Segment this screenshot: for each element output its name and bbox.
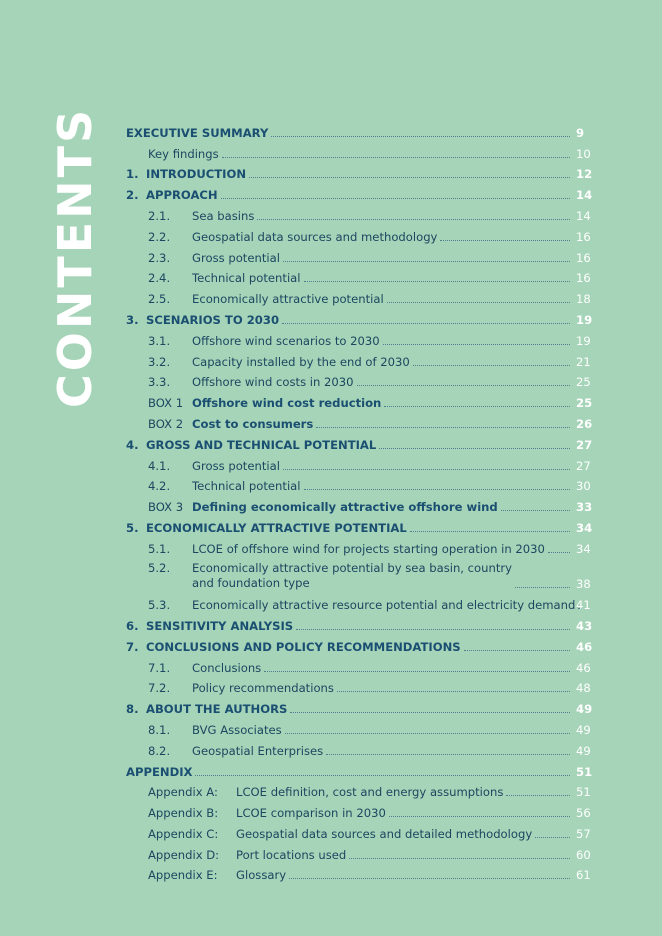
toc-title: Cost to consumers [192,416,314,431]
toc-page-number: 33 [576,500,593,515]
leader-dots [283,469,570,470]
leader-dots [257,219,570,220]
toc-number: 8. [126,702,139,717]
toc-title: Economically attractive potential [192,292,384,307]
toc-title: Gross potential [192,458,280,473]
toc-entry-2-1[interactable] [126,202,598,223]
toc-page-number: 49 [576,743,591,758]
leader-dots [379,448,570,449]
toc-entry-conclusions[interactable] [126,633,598,654]
toc-page-number: 61 [576,868,591,883]
toc-title-line-1: Economically attractive potential by sea basin, country [192,561,513,576]
toc-page-number: 21 [576,354,591,369]
toc-title: SENSITIVITY ANALYSIS [146,618,294,633]
toc-page-number: 56 [576,806,591,821]
toc-page-number: 30 [576,479,591,494]
leader-dots [326,754,570,755]
toc-entry-scenarios[interactable] [126,306,598,327]
toc-title: GROSS AND TECHNICAL POTENTIAL [146,437,377,452]
toc-page-number: 27 [576,458,591,473]
toc-entry-3-1[interactable] [126,327,598,348]
toc-title: Geospatial data sources and methodology [192,229,438,244]
toc-number: 4. [126,437,139,452]
toc-entry-executive-summary[interactable] [126,119,598,140]
toc-number: Appendix C: [148,826,219,841]
toc-entry-gross-technical[interactable] [126,431,598,452]
leader-dots [506,795,570,796]
leader-dots [548,552,570,553]
toc-entry-appendix-e[interactable] [126,862,598,883]
toc-title: Geospatial Enterprises [192,743,324,758]
leader-dots [464,650,570,651]
leader-dots [357,385,570,386]
toc-title: Sea basins [192,208,255,223]
toc-entry-economically-attractive[interactable] [126,514,598,535]
toc-page-number: 34 [576,541,591,556]
toc-entry-2-3[interactable] [126,244,598,265]
toc-entry-box-1[interactable] [126,389,598,410]
toc-page-number: 51 [576,764,593,779]
toc-number: 5.2. [148,560,171,575]
toc-entry-introduction[interactable] [126,161,598,182]
leader-dots [316,427,570,428]
toc-title: INTRODUCTION [146,167,247,182]
toc-number: 8.1. [148,722,171,737]
toc-number: 2. [126,188,139,203]
leader-dots [222,157,570,158]
toc-page-number: 14 [576,208,591,223]
toc-entry-key-findings[interactable] [126,140,598,161]
toc-page-number: 38 [576,577,591,592]
toc-page-number: 49 [576,722,591,737]
toc-entry-appendix-d[interactable] [126,841,598,862]
toc-title: Offshore wind scenarios to 2030 [192,333,380,348]
toc-page-number: 46 [576,660,591,675]
toc-title: ECONOMICALLY ATTRACTIVE POTENTIAL [146,520,407,535]
leader-dots [349,858,570,859]
toc-number: 2.4. [148,271,171,286]
toc-page-number: 51 [576,785,591,800]
leader-dots [410,531,570,532]
toc-number: Appendix E: [148,868,218,883]
toc-title: ABOUT THE AUTHORS [146,702,288,717]
toc-title: EXECUTIVE SUMMARY [126,125,269,140]
leader-dots [249,177,570,178]
toc-title: LCOE definition, cost and energy assumptions [236,785,504,800]
leader-dots [535,837,570,838]
toc-page-number: 46 [576,639,593,654]
toc-number: 3.2. [148,354,171,369]
toc-entry-appendix-a[interactable] [126,779,598,800]
toc-number: BOX 3 [148,500,184,515]
toc-entry-4-2[interactable] [126,473,598,494]
leader-dots [271,136,570,137]
toc-entry-2-5[interactable] [126,285,598,306]
toc-number: 3. [126,312,139,327]
leader-dots [337,691,570,692]
toc-page-number: 19 [576,312,593,327]
toc-number: 3.3. [148,375,171,390]
toc-entry-appendix[interactable] [126,758,598,779]
toc-title: BVG Associates [192,722,282,737]
toc-number: 1. [126,167,139,182]
toc-title: SCENARIOS TO 2030 [146,312,280,327]
leader-dots [285,733,570,734]
toc-number: 8.2. [148,743,171,758]
toc-number: 7. [126,639,139,654]
toc-title: APPENDIX [126,764,193,779]
toc-page-number: 25 [576,375,591,390]
toc-page-number: 34 [576,520,593,535]
leader-dots [383,344,570,345]
toc-entry-2-2[interactable] [126,223,598,244]
leader-dots [304,281,571,282]
toc-number: 2.3. [148,250,171,265]
leader-dots [283,261,570,262]
toc-page-number: 57 [576,826,591,841]
toc-number: 7.1. [148,660,171,675]
toc-entry-7-2[interactable] [126,675,598,696]
leader-dots [501,510,570,511]
toc-title-line-2: and foundation type [192,576,310,591]
toc-number: 7.2. [148,681,171,696]
toc-entry-3-2[interactable] [126,348,598,369]
toc-title: Geospatial data sources and detailed methodology [236,826,533,841]
toc-number: 3.1. [148,333,171,348]
toc-entry-5-2[interactable] [126,556,598,592]
toc-title: Technical potential [192,479,301,494]
toc-entry-8-1[interactable] [126,716,598,737]
toc-title: LCOE of offshore wind for projects starting operation in 2030 [192,541,545,556]
toc-page-number: 12 [576,167,593,182]
toc-page-number: 16 [576,250,591,265]
toc-title: Conclusions [192,660,262,675]
leader-dots [264,671,570,672]
toc-entry-3-3[interactable] [126,369,598,390]
toc-entry-5-3[interactable] [126,591,598,612]
toc-entry-approach[interactable] [126,181,598,202]
toc-page-number: 19 [576,333,591,348]
toc-page-number: 49 [576,702,593,717]
toc-entry-7-1[interactable] [126,654,598,675]
toc-page-number: 27 [576,437,593,452]
toc-page-number: 41 [576,598,591,613]
toc-number: 4.1. [148,458,171,473]
toc-title: Defining economically attractive offshore wind [192,500,498,515]
toc-number: 4.2. [148,479,171,494]
toc-title: Glossary [236,868,287,883]
toc-number: 2.2. [148,229,171,244]
leader-dots [387,302,570,303]
leader-dots [515,587,570,588]
toc-title: Technical potential [192,271,301,286]
toc-title: CONCLUSIONS AND POLICY RECOMMENDATIONS [146,639,461,654]
toc-page-number: 14 [576,188,593,203]
toc-page-number: 48 [576,681,591,696]
toc-page-number: 16 [576,271,591,286]
toc-entry-4-1[interactable] [126,452,598,473]
toc-page-number: 43 [576,618,593,633]
toc-entry-2-4[interactable] [126,265,598,286]
toc-entry-8-2[interactable] [126,737,598,758]
toc-number: BOX 2 [148,416,184,431]
toc-title-multiline [192,561,512,591]
toc-page-number: 10 [576,146,591,161]
toc-title: LCOE comparison in 2030 [236,806,386,821]
leader-dots [384,406,570,407]
toc-entry-appendix-c[interactable] [126,820,598,841]
toc-title: Port locations used [236,847,347,862]
toc-entry-appendix-b[interactable] [126,799,598,820]
toc-number: 6. [126,618,139,633]
toc-title: Offshore wind costs in 2030 [192,375,354,390]
leader-dots [289,878,570,879]
table-of-contents [126,119,598,882]
leader-dots [282,323,570,324]
contents-side-title: CONTENTS [48,106,102,408]
leader-dots [440,240,570,241]
toc-title: Gross potential [192,250,280,265]
toc-title: Economically attractive resource potential and electricity demand [192,598,576,613]
toc-entry-about-authors[interactable] [126,695,598,716]
toc-title: Capacity installed by the end of 2030 [192,354,410,369]
leader-dots [221,198,570,199]
toc-page-number: 9 [576,125,585,140]
toc-entry-box-3[interactable] [126,493,598,514]
toc-number: Appendix D: [148,847,220,862]
toc-title: Offshore wind cost reduction [192,396,382,411]
toc-page-number: 60 [576,847,591,862]
toc-number: 5.3. [148,598,171,613]
leader-dots [290,712,570,713]
toc-number: 2.5. [148,292,171,307]
leader-dots [195,775,570,776]
toc-page-number: 26 [576,416,593,431]
toc-entry-5-1[interactable] [126,535,598,556]
toc-entry-sensitivity[interactable] [126,612,598,633]
toc-number: Appendix A: [148,785,218,800]
toc-number: 5. [126,520,139,535]
toc-number: 5.1. [148,541,171,556]
toc-number: Appendix B: [148,806,219,821]
toc-page-number: 25 [576,396,593,411]
toc-title: Key findings [148,146,219,161]
toc-entry-box-2[interactable] [126,410,598,431]
toc-number: BOX 1 [148,396,184,411]
leader-dots [413,365,570,366]
leader-dots [304,489,571,490]
toc-title: Policy recommendations [192,681,334,696]
leader-dots [389,816,570,817]
toc-page-number: 16 [576,229,591,244]
toc-number: 2.1. [148,208,171,223]
leader-dots [296,629,570,630]
toc-title: APPROACH [146,188,218,203]
toc-page-number: 18 [576,292,591,307]
